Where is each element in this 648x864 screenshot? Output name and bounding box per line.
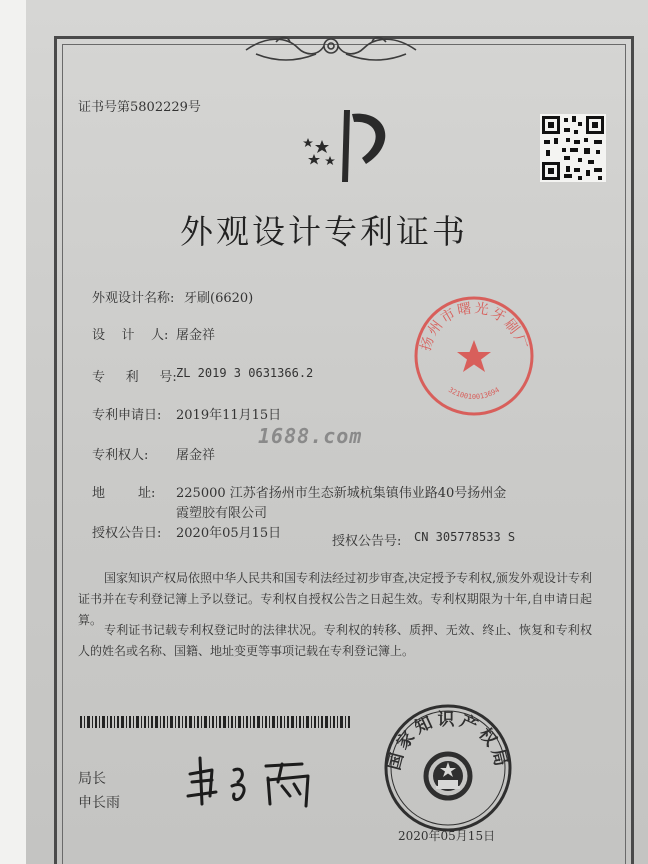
- filing-date-value: 2019年11月15日: [176, 408, 282, 423]
- designer-value: 屠金祥: [176, 328, 216, 343]
- director-signature: [182, 752, 332, 810]
- address-value-line2: 霞塑胶有限公司: [176, 506, 268, 521]
- body-paragraph-grant: 国家知识产权局依照中华人民共和国专利法经过初步审查,决定授予专利权,颁发外观设计专利证书并在专利登记簿上予以登记。专利权自授权公告之日起生效。专利权期限为十年,自申请日起算。: [78, 571, 592, 627]
- qr-code-icon: [540, 114, 606, 182]
- filing-date-label: 专利申请日:: [92, 408, 162, 423]
- body-paragraph-status: 专利证书记载专利权登记时的法律状况。专利权的转移、质押、无效、终止、恢复和专利权人的姓名或名称、国籍、地址变更等事项记载在专利登记簿上。: [78, 623, 592, 658]
- director-title: 局长: [78, 771, 106, 787]
- design-name-label: 外观设计名称:: [92, 291, 175, 306]
- barcode-icon: [80, 716, 350, 728]
- company-seal: [410, 292, 538, 420]
- national-emblem-icon: [426, 754, 470, 798]
- director-name: 申长雨: [78, 795, 120, 811]
- patent-number-label: 专 利 号:: [92, 370, 177, 385]
- seal-star-icon: [457, 340, 491, 372]
- certificate-number: 证书号第5802229号: [78, 100, 201, 115]
- company-seal-text: 扬州市曙光牙刷厂: [418, 300, 530, 353]
- grant-date-value: 2020年05月15日: [176, 526, 282, 541]
- grant-date-label: 授权公告日:: [92, 526, 162, 541]
- watermark-text: 1688.com: [258, 424, 363, 448]
- ornament-icon: [236, 32, 426, 66]
- patent-office-emblem-icon: [292, 104, 402, 186]
- patent-number-value: ZL 2019 3 0631366.2: [176, 366, 314, 380]
- grant-number-value: CN 305778533 S: [414, 530, 516, 544]
- document-title: 外观设计专利证书: [180, 212, 468, 251]
- design-name-value: 牙刷(6620): [184, 291, 254, 306]
- address-label: 地 址:: [92, 486, 156, 501]
- patentee-label: 专利权人:: [92, 448, 149, 463]
- address-value-line1: 225000 江苏省扬州市生态新城杭集镇伟业路40号扬州金: [176, 486, 507, 501]
- company-seal-number: 3210010013694: [447, 385, 501, 402]
- issue-date: 2020年05月15日: [398, 829, 496, 843]
- designer-label: 设 计 人:: [92, 328, 169, 343]
- official-seal: [382, 702, 514, 834]
- grant-number-label: 授权公告号:: [332, 534, 402, 549]
- paper-edge: [0, 0, 26, 864]
- official-seal-text: 国家知识产权局: [384, 709, 512, 773]
- patentee-value: 屠金祥: [176, 448, 216, 463]
